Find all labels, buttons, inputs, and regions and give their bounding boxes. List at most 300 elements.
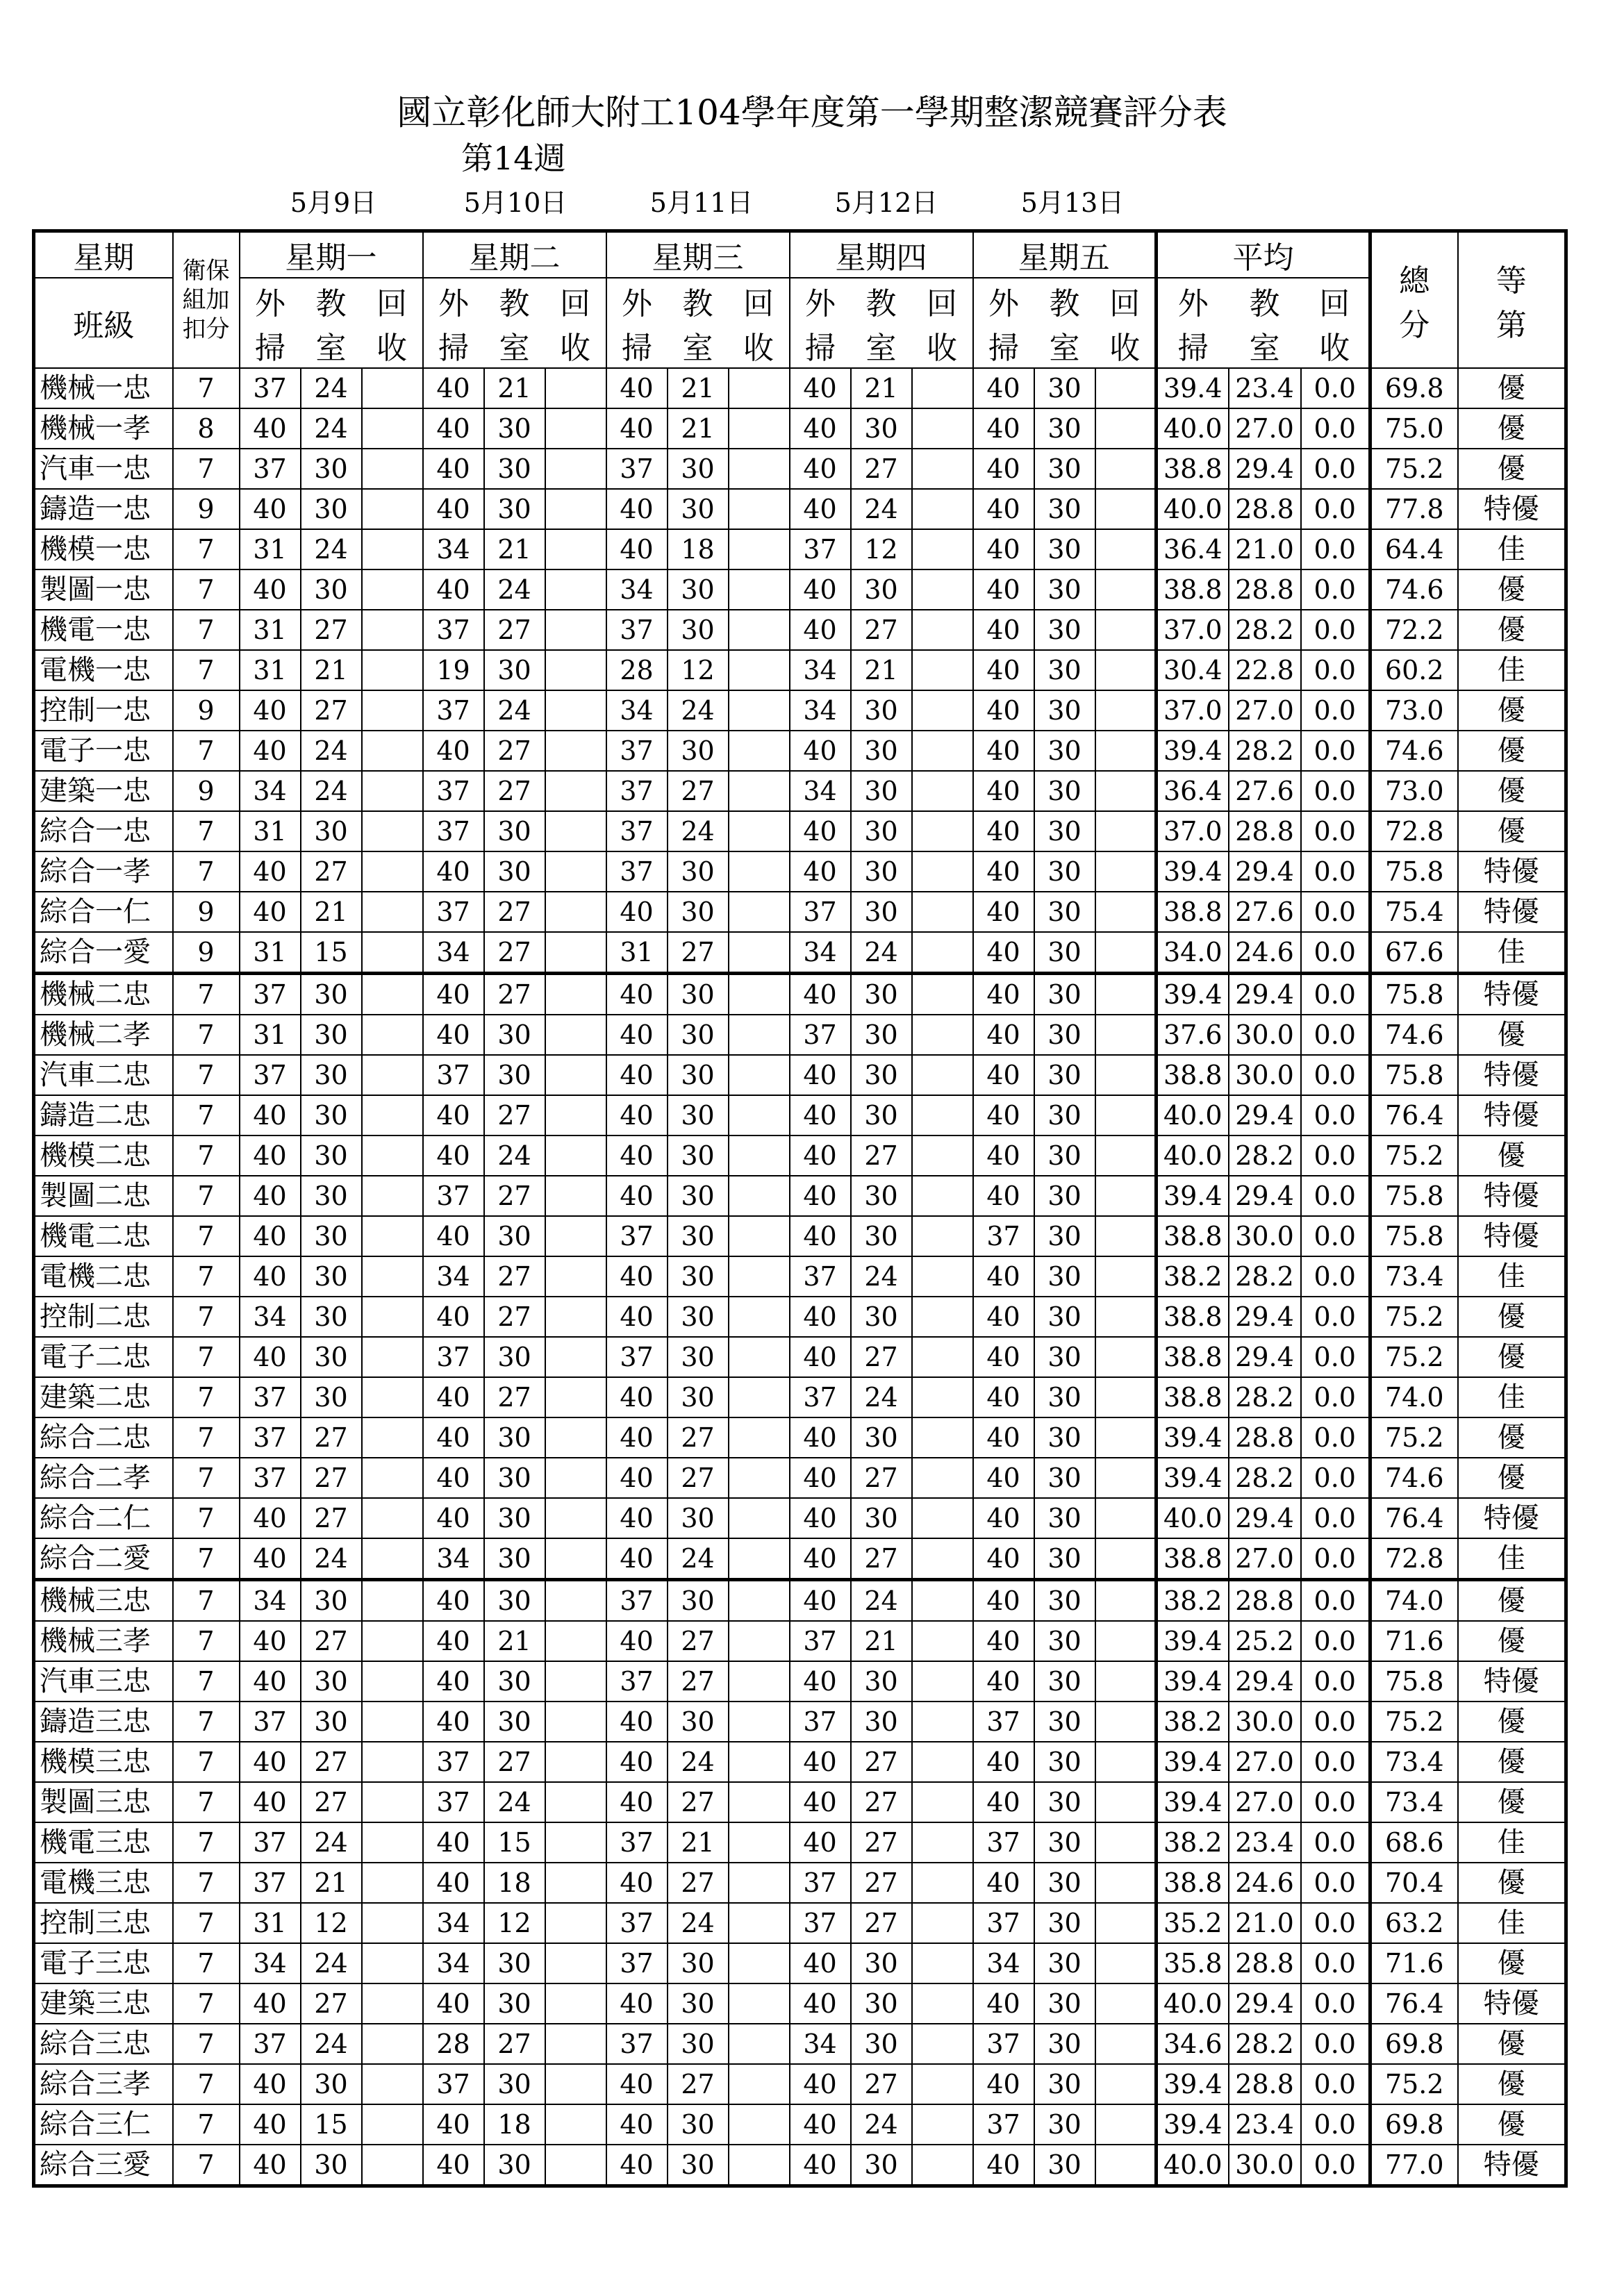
classroom-score-cell: 30	[301, 2064, 362, 2104]
deduct-cell: 7	[173, 974, 240, 1015]
classroom-score-cell: 21	[668, 408, 729, 449]
outdoor-score-cell: 40	[423, 1661, 484, 1702]
table-row	[34, 1943, 1566, 1983]
recycle-score-cell	[362, 1702, 423, 1742]
deduct-cell: 7	[173, 1055, 240, 1095]
outdoor-score-cell: 40	[606, 974, 668, 1015]
classroom-score-cell: 30	[301, 1095, 362, 1135]
grade-cell: 佳	[1458, 529, 1566, 569]
grade-cell: 優	[1458, 1863, 1566, 1903]
header-average: 平均	[1157, 231, 1370, 278]
outdoor-score-cell: 40	[606, 1055, 668, 1095]
avg-recycle-cell: 0.0	[1301, 1538, 1370, 1580]
classroom-score-cell: 30	[484, 1015, 545, 1055]
outdoor-score-cell: 37	[973, 2024, 1034, 2064]
grade-cell: 優	[1458, 1943, 1566, 1983]
outdoor-score-cell: 40	[423, 1498, 484, 1538]
classroom-score-cell: 30	[484, 449, 545, 489]
outdoor-score-cell: 40	[973, 1580, 1034, 1622]
classroom-score-cell: 30	[668, 1580, 729, 1622]
classroom-score-cell: 27	[668, 1782, 729, 1822]
class-name-cell: 建築二忠	[34, 1377, 173, 1417]
recycle-score-cell	[912, 771, 973, 811]
deduct-cell: 7	[173, 731, 240, 771]
avg-recycle-cell: 0.0	[1301, 1863, 1370, 1903]
recycle-score-cell	[1095, 1903, 1157, 1943]
recycle-score-cell	[729, 1822, 790, 1863]
outdoor-score-cell: 34	[790, 650, 851, 690]
outdoor-score-cell: 40	[973, 569, 1034, 610]
outdoor-score-cell: 34	[240, 1297, 301, 1337]
grade-cell: 優	[1458, 569, 1566, 610]
classroom-score-cell: 30	[301, 1337, 362, 1377]
recycle-score-cell	[1095, 529, 1157, 569]
outdoor-score-cell: 34	[240, 1943, 301, 1983]
outdoor-score-cell: 37	[606, 2024, 668, 2064]
recycle-score-cell	[362, 569, 423, 610]
classroom-score-cell: 27	[484, 1742, 545, 1782]
recycle-score-cell	[912, 811, 973, 851]
avg-outdoor-cell: 39.4	[1157, 1621, 1229, 1661]
recycle-score-cell	[912, 368, 973, 408]
recycle-score-cell	[362, 1742, 423, 1782]
page-title: 國立彰化師大附工104學年度第一學期整潔競賽評分表	[397, 92, 1227, 133]
header-sub-top: 外	[606, 278, 668, 323]
classroom-score-cell: 27	[484, 771, 545, 811]
grade-cell: 特優	[1458, 2145, 1566, 2186]
outdoor-score-cell: 37	[606, 731, 668, 771]
outdoor-score-cell: 37	[973, 1216, 1034, 1256]
recycle-score-cell	[912, 1256, 973, 1297]
header-sub-bottom: 收	[362, 323, 423, 368]
grade-cell: 特優	[1458, 1216, 1566, 1256]
avg-classroom-cell: 27.0	[1229, 408, 1301, 449]
total-score-cell: 72.8	[1370, 811, 1458, 851]
recycle-score-cell	[1095, 650, 1157, 690]
recycle-score-cell	[1095, 2104, 1157, 2145]
avg-recycle-cell: 0.0	[1301, 771, 1370, 811]
header-sub-top: 回	[1095, 278, 1157, 323]
outdoor-score-cell: 40	[790, 1417, 851, 1458]
avg-classroom-cell: 28.8	[1229, 811, 1301, 851]
deduct-cell: 7	[173, 1702, 240, 1742]
recycle-score-cell	[729, 1417, 790, 1458]
outdoor-score-cell: 40	[790, 2064, 851, 2104]
deduct-cell: 7	[173, 650, 240, 690]
outdoor-score-cell: 40	[606, 2064, 668, 2104]
outdoor-score-cell: 40	[790, 408, 851, 449]
recycle-score-cell	[912, 932, 973, 974]
table-row	[34, 1580, 1566, 1622]
classroom-score-cell: 30	[484, 1337, 545, 1377]
avg-classroom-cell: 30.0	[1229, 1015, 1301, 1055]
classroom-score-cell: 24	[301, 368, 362, 408]
avg-classroom-cell: 24.6	[1229, 932, 1301, 974]
grade-cell: 優	[1458, 408, 1566, 449]
avg-outdoor-cell: 39.4	[1157, 851, 1229, 892]
deduct-cell: 9	[173, 892, 240, 932]
classroom-score-cell: 30	[1034, 1135, 1095, 1176]
outdoor-score-cell: 40	[973, 851, 1034, 892]
classroom-score-cell: 24	[668, 690, 729, 731]
recycle-score-cell	[729, 1498, 790, 1538]
recycle-score-cell	[545, 408, 606, 449]
classroom-score-cell: 21	[851, 1621, 912, 1661]
recycle-score-cell	[912, 2024, 973, 2064]
classroom-score-cell: 24	[668, 811, 729, 851]
avg-outdoor-cell: 40.0	[1157, 1135, 1229, 1176]
outdoor-score-cell: 40	[240, 1256, 301, 1297]
avg-outdoor-cell: 38.8	[1157, 1538, 1229, 1580]
recycle-score-cell	[362, 811, 423, 851]
classroom-score-cell: 27	[668, 1661, 729, 1702]
avg-outdoor-cell: 38.8	[1157, 449, 1229, 489]
outdoor-score-cell: 37	[606, 610, 668, 650]
outdoor-score-cell: 40	[973, 610, 1034, 650]
recycle-score-cell	[362, 368, 423, 408]
outdoor-score-cell: 37	[240, 1417, 301, 1458]
recycle-score-cell	[1095, 1538, 1157, 1580]
classroom-score-cell: 30	[1034, 1176, 1095, 1216]
outdoor-score-cell: 40	[973, 1498, 1034, 1538]
recycle-score-cell	[362, 529, 423, 569]
avg-recycle-cell: 0.0	[1301, 2024, 1370, 2064]
outdoor-score-cell: 40	[973, 1742, 1034, 1782]
header-sub-bottom: 收	[1095, 323, 1157, 368]
outdoor-score-cell: 37	[790, 1903, 851, 1943]
deduct-cell: 7	[173, 1337, 240, 1377]
avg-outdoor-cell: 38.8	[1157, 1337, 1229, 1377]
classroom-score-cell: 30	[484, 1538, 545, 1580]
deduct-cell: 7	[173, 1580, 240, 1622]
outdoor-score-cell: 40	[606, 408, 668, 449]
deduct-cell: 7	[173, 1742, 240, 1782]
recycle-score-cell	[545, 1135, 606, 1176]
recycle-score-cell	[912, 569, 973, 610]
outdoor-score-cell: 40	[240, 2145, 301, 2186]
total-score-cell: 69.8	[1370, 368, 1458, 408]
classroom-score-cell: 30	[301, 974, 362, 1015]
avg-recycle-cell: 0.0	[1301, 932, 1370, 974]
table-row	[34, 851, 1566, 892]
avg-outdoor-cell: 39.4	[1157, 731, 1229, 771]
avg-outdoor-cell: 34.0	[1157, 932, 1229, 974]
avg-classroom-cell: 28.2	[1229, 610, 1301, 650]
outdoor-score-cell: 37	[423, 1337, 484, 1377]
classroom-score-cell: 30	[301, 489, 362, 529]
classroom-score-cell: 30	[851, 1055, 912, 1095]
class-name-cell: 汽車二忠	[34, 1055, 173, 1095]
class-name-cell: 控制一忠	[34, 690, 173, 731]
recycle-score-cell	[362, 1863, 423, 1903]
recycle-score-cell	[729, 1377, 790, 1417]
outdoor-score-cell: 40	[606, 1983, 668, 2024]
avg-outdoor-cell: 30.4	[1157, 650, 1229, 690]
classroom-score-cell: 24	[301, 731, 362, 771]
header-sub-bottom: 室	[1034, 323, 1095, 368]
avg-classroom-cell: 24.6	[1229, 1863, 1301, 1903]
avg-classroom-cell: 27.6	[1229, 771, 1301, 811]
header-sub-bottom: 室	[1229, 323, 1301, 368]
avg-classroom-cell: 29.4	[1229, 1095, 1301, 1135]
outdoor-score-cell: 40	[973, 1417, 1034, 1458]
outdoor-score-cell: 34	[606, 690, 668, 731]
recycle-score-cell	[1095, 610, 1157, 650]
classroom-score-cell: 30	[1034, 1216, 1095, 1256]
classroom-score-cell: 27	[484, 731, 545, 771]
classroom-score-cell: 27	[484, 892, 545, 932]
avg-outdoor-cell: 38.8	[1157, 892, 1229, 932]
table-row	[34, 892, 1566, 932]
recycle-score-cell	[1095, 851, 1157, 892]
table-row	[34, 1297, 1566, 1337]
table-row	[34, 449, 1566, 489]
outdoor-score-cell: 40	[790, 974, 851, 1015]
outdoor-score-cell: 40	[240, 1337, 301, 1377]
avg-recycle-cell: 0.0	[1301, 449, 1370, 489]
total-score-cell: 75.2	[1370, 2064, 1458, 2104]
outdoor-score-cell: 34	[790, 932, 851, 974]
avg-outdoor-cell: 38.8	[1157, 1216, 1229, 1256]
header-sub-top: 外	[423, 278, 484, 323]
recycle-score-cell	[362, 1782, 423, 1822]
classroom-score-cell: 27	[301, 1742, 362, 1782]
outdoor-score-cell: 40	[790, 1297, 851, 1337]
classroom-score-cell: 27	[668, 1458, 729, 1498]
recycle-score-cell	[1095, 1135, 1157, 1176]
outdoor-score-cell: 37	[423, 690, 484, 731]
classroom-score-cell: 30	[668, 1055, 729, 1095]
total-score-cell: 75.8	[1370, 851, 1458, 892]
total-score-cell: 75.8	[1370, 1216, 1458, 1256]
outdoor-score-cell: 31	[240, 1015, 301, 1055]
recycle-score-cell	[545, 1256, 606, 1297]
recycle-score-cell	[362, 1417, 423, 1458]
header-grade-line: 等	[1495, 263, 1527, 299]
outdoor-score-cell: 40	[606, 1863, 668, 1903]
classroom-score-cell: 27	[851, 2064, 912, 2104]
total-score-cell: 70.4	[1370, 1863, 1458, 1903]
recycle-score-cell	[1095, 974, 1157, 1015]
avg-outdoor-cell: 38.8	[1157, 569, 1229, 610]
header-deduct-line: 組加	[182, 286, 230, 314]
class-name-cell: 機模二忠	[34, 1135, 173, 1176]
classroom-score-cell: 30	[851, 1702, 912, 1742]
total-score-cell: 71.6	[1370, 1943, 1458, 1983]
recycle-score-cell	[362, 1903, 423, 1943]
outdoor-score-cell: 40	[973, 1297, 1034, 1337]
outdoor-score-cell: 40	[790, 1458, 851, 1498]
outdoor-score-cell: 40	[240, 1095, 301, 1135]
classroom-score-cell: 30	[668, 569, 729, 610]
recycle-score-cell	[545, 1661, 606, 1702]
recycle-score-cell	[1095, 1863, 1157, 1903]
recycle-score-cell	[1095, 1055, 1157, 1095]
class-name-cell: 機電三忠	[34, 1822, 173, 1863]
classroom-score-cell: 30	[668, 610, 729, 650]
classroom-score-cell: 30	[301, 1256, 362, 1297]
classroom-score-cell: 24	[851, 1377, 912, 1417]
recycle-score-cell	[362, 1458, 423, 1498]
avg-recycle-cell: 0.0	[1301, 892, 1370, 932]
avg-classroom-cell: 30.0	[1229, 1055, 1301, 1095]
class-name-cell: 機械三忠	[34, 1580, 173, 1622]
class-name-cell: 控制二忠	[34, 1297, 173, 1337]
recycle-score-cell	[912, 1661, 973, 1702]
avg-recycle-cell: 0.0	[1301, 1256, 1370, 1297]
classroom-score-cell: 12	[851, 529, 912, 569]
header-sub-bottom: 掃	[973, 323, 1034, 368]
class-name-cell: 綜合二孝	[34, 1458, 173, 1498]
deduct-cell: 7	[173, 1661, 240, 1702]
recycle-score-cell	[1095, 1015, 1157, 1055]
outdoor-score-cell: 40	[423, 408, 484, 449]
classroom-score-cell: 24	[851, 932, 912, 974]
classroom-score-cell: 30	[484, 1580, 545, 1622]
classroom-score-cell: 24	[668, 1742, 729, 1782]
outdoor-score-cell: 40	[973, 650, 1034, 690]
classroom-score-cell: 30	[1034, 932, 1095, 974]
grade-cell: 優	[1458, 1580, 1566, 1622]
classroom-score-cell: 30	[1034, 1458, 1095, 1498]
recycle-score-cell	[362, 1256, 423, 1297]
classroom-score-cell: 27	[301, 690, 362, 731]
recycle-score-cell	[1095, 2024, 1157, 2064]
outdoor-score-cell: 40	[423, 1297, 484, 1337]
class-name-cell: 電機二忠	[34, 1256, 173, 1297]
classroom-score-cell: 21	[484, 1621, 545, 1661]
recycle-score-cell	[545, 771, 606, 811]
classroom-score-cell: 30	[484, 1216, 545, 1256]
outdoor-score-cell: 37	[423, 771, 484, 811]
grade-cell: 優	[1458, 1782, 1566, 1822]
outdoor-score-cell: 31	[240, 529, 301, 569]
classroom-score-cell: 30	[301, 1297, 362, 1337]
recycle-score-cell	[912, 489, 973, 529]
avg-classroom-cell: 28.2	[1229, 2024, 1301, 2064]
avg-classroom-cell: 28.2	[1229, 1256, 1301, 1297]
class-name-cell: 機械二孝	[34, 1015, 173, 1055]
recycle-score-cell	[1095, 1580, 1157, 1622]
classroom-score-cell: 30	[851, 2145, 912, 2186]
outdoor-score-cell: 40	[790, 1983, 851, 2024]
outdoor-score-cell: 31	[240, 811, 301, 851]
outdoor-score-cell: 40	[240, 1176, 301, 1216]
outdoor-score-cell: 40	[973, 811, 1034, 851]
outdoor-score-cell: 37	[240, 1377, 301, 1417]
grade-cell: 優	[1458, 1417, 1566, 1458]
recycle-score-cell	[1095, 771, 1157, 811]
classroom-score-cell: 27	[484, 2024, 545, 2064]
recycle-score-cell	[545, 610, 606, 650]
classroom-score-cell: 30	[1034, 892, 1095, 932]
outdoor-score-cell: 40	[606, 489, 668, 529]
recycle-score-cell	[912, 1782, 973, 1822]
outdoor-score-cell: 40	[423, 1863, 484, 1903]
avg-classroom-cell: 27.6	[1229, 892, 1301, 932]
classroom-score-cell: 30	[484, 1943, 545, 1983]
classroom-score-cell: 21	[484, 368, 545, 408]
classroom-score-cell: 30	[301, 1661, 362, 1702]
classroom-score-cell: 30	[484, 2145, 545, 2186]
outdoor-score-cell: 40	[240, 569, 301, 610]
classroom-score-cell: 27	[851, 1782, 912, 1822]
total-score-cell: 60.2	[1370, 650, 1458, 690]
outdoor-score-cell: 40	[790, 489, 851, 529]
header-sub-bottom: 掃	[790, 323, 851, 368]
classroom-score-cell: 30	[1034, 1055, 1095, 1095]
deduct-cell: 9	[173, 489, 240, 529]
outdoor-score-cell: 40	[606, 1377, 668, 1417]
recycle-score-cell	[912, 2064, 973, 2104]
classroom-score-cell: 30	[301, 1580, 362, 1622]
avg-outdoor-cell: 39.4	[1157, 1661, 1229, 1702]
recycle-score-cell	[912, 610, 973, 650]
deduct-cell: 7	[173, 1015, 240, 1055]
deduct-cell: 7	[173, 1822, 240, 1863]
header-deduct	[173, 231, 240, 369]
class-name-cell: 製圖二忠	[34, 1176, 173, 1216]
classroom-score-cell: 30	[1034, 851, 1095, 892]
table-row	[34, 408, 1566, 449]
classroom-score-cell: 27	[851, 1458, 912, 1498]
classroom-score-cell: 30	[1034, 650, 1095, 690]
outdoor-score-cell: 37	[606, 811, 668, 851]
recycle-score-cell	[729, 1580, 790, 1622]
total-score-cell: 72.2	[1370, 610, 1458, 650]
avg-classroom-cell: 28.2	[1229, 1458, 1301, 1498]
avg-outdoor-cell: 36.4	[1157, 771, 1229, 811]
outdoor-score-cell: 40	[790, 1135, 851, 1176]
table-row	[34, 1417, 1566, 1458]
classroom-score-cell: 30	[1034, 529, 1095, 569]
classroom-score-cell: 30	[301, 449, 362, 489]
class-name-cell: 鑄造三忠	[34, 1702, 173, 1742]
outdoor-score-cell: 40	[423, 1216, 484, 1256]
recycle-score-cell	[1095, 1702, 1157, 1742]
outdoor-score-cell: 40	[606, 1135, 668, 1176]
class-name-cell: 綜合三愛	[34, 2145, 173, 2186]
class-name-cell: 機模三忠	[34, 1742, 173, 1782]
classroom-score-cell: 24	[484, 690, 545, 731]
recycle-score-cell	[545, 731, 606, 771]
outdoor-score-cell: 37	[423, 610, 484, 650]
outdoor-score-cell: 40	[606, 1256, 668, 1297]
recycle-score-cell	[729, 1983, 790, 2024]
classroom-score-cell: 30	[1034, 408, 1095, 449]
outdoor-score-cell: 40	[973, 731, 1034, 771]
classroom-score-cell: 30	[668, 489, 729, 529]
recycle-score-cell	[362, 851, 423, 892]
classroom-score-cell: 27	[484, 932, 545, 974]
classroom-score-cell: 30	[301, 1176, 362, 1216]
avg-outdoor-cell: 38.8	[1157, 1377, 1229, 1417]
class-name-cell: 機電二忠	[34, 1216, 173, 1256]
avg-outdoor-cell: 38.8	[1157, 1055, 1229, 1095]
recycle-score-cell	[362, 2104, 423, 2145]
outdoor-score-cell: 40	[973, 1458, 1034, 1498]
header-sub-top: 回	[545, 278, 606, 323]
outdoor-score-cell: 40	[606, 1538, 668, 1580]
outdoor-score-cell: 40	[606, 892, 668, 932]
class-name-cell: 機械二忠	[34, 974, 173, 1015]
table-row	[34, 1337, 1566, 1377]
outdoor-score-cell: 40	[790, 1580, 851, 1622]
classroom-score-cell: 21	[668, 368, 729, 408]
total-score-cell: 74.6	[1370, 1015, 1458, 1055]
recycle-score-cell	[729, 1216, 790, 1256]
avg-classroom-cell: 25.2	[1229, 1621, 1301, 1661]
